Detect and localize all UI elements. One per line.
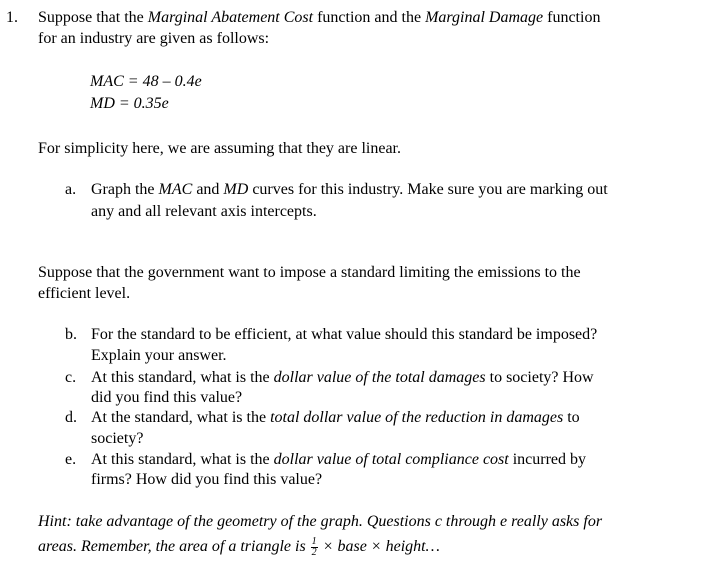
part-d-line1: At the standard, what is the total dollar value of the reduction in damages to [91, 409, 580, 426]
question-number: 1. [6, 9, 18, 26]
hint-line2: areas. Remember, the area of a triangle is $\frac{1}{2}$ × base × height… [38, 535, 440, 558]
part-b-line2: Explain your answer. [91, 347, 227, 364]
part-d-letter: d. [65, 409, 77, 426]
part-b-letter: b. [65, 326, 77, 343]
hint-line1: Hint: take advantage of the geometry of the graph. Questions c through e really asks for [38, 513, 603, 530]
one-half-fraction: $\frac{1}{2}$ [311, 535, 317, 558]
question-intro-line2: for an industry are given as follows: [38, 30, 270, 47]
part-c-line1: At this standard, what is the dollar value of the total damages to society? How [91, 369, 594, 386]
md-equation: MD = 0.35e [90, 95, 169, 112]
part-e-line2: firms? How did you find this value? [91, 471, 323, 488]
part-d-line2: society? [91, 430, 144, 447]
part-b-line1: For the standard to be efficient, at what value should this standard be imposed? [91, 326, 598, 343]
part-a-line2: any and all relevant axis intercepts. [91, 203, 317, 220]
question-intro-line1: Suppose that the Marginal Abatement Cost function and the Marginal Damage function [38, 9, 601, 26]
part-c-letter: c. [65, 369, 77, 386]
standard-line2: efficient level. [38, 285, 131, 302]
part-e-line1: At this standard, what is the dollar value of total compliance cost incurred by [91, 451, 587, 468]
part-c-line2: did you find this value? [91, 389, 243, 406]
part-a-line1: Graph the MAC and MD curves for this industry. Make sure you are marking out [91, 181, 608, 198]
standard-line1: Suppose that the government want to impose a standard limiting the emissions to the [38, 264, 581, 281]
part-a-letter: a. [65, 181, 77, 198]
simplicity-note: For simplicity here, we are assuming that they are linear. [38, 140, 401, 157]
mac-equation: MAC = 48 – 0.4e [90, 73, 202, 90]
part-e-letter: e. [65, 451, 77, 468]
